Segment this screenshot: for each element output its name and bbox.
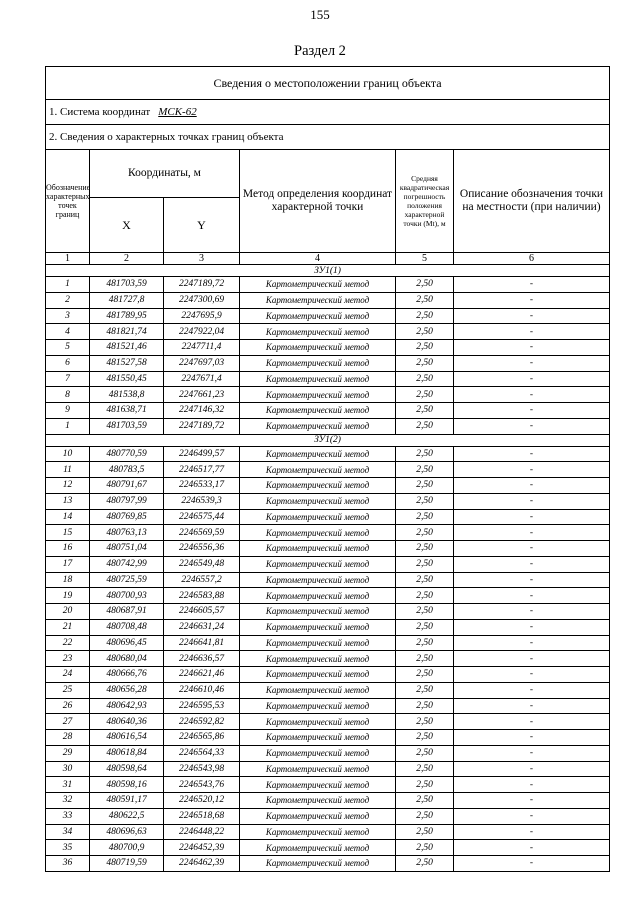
table-row: [46, 525, 610, 541]
error-value: 2,50: [396, 308, 454, 324]
coord-y: 2246569,59: [164, 525, 240, 541]
coord-x: 480797,99: [90, 493, 164, 509]
coord-x: 481703,59: [90, 277, 164, 293]
table-row: [46, 340, 610, 356]
error-value: 2,50: [396, 604, 454, 620]
coord-y: 2246539,3: [164, 493, 240, 509]
boundary-table: [45, 66, 610, 872]
coord-y: 2246517,77: [164, 462, 240, 478]
error-value: 2,50: [396, 371, 454, 387]
group-row: [46, 265, 610, 277]
coord-x: 480598,64: [90, 761, 164, 777]
header-error: Средняя квадратическая погрешность положения характерной точки (Mt), м: [396, 150, 454, 253]
coord-y: 2247189,72: [164, 277, 240, 293]
column-number: 6: [454, 253, 610, 265]
section-title: Раздел 2: [294, 43, 346, 59]
table-row: [46, 682, 610, 698]
table-row: [46, 604, 610, 620]
point-number: 5: [46, 340, 90, 356]
column-numbers-row: [46, 253, 610, 265]
error-value: 2,50: [396, 355, 454, 371]
coord-y: 2246595,53: [164, 698, 240, 714]
coord-system-row: [46, 100, 610, 125]
description: -: [454, 588, 610, 604]
header-description: Описание обозначения точки на местности (при наличии): [454, 150, 610, 253]
table-row: [46, 418, 610, 434]
description: -: [454, 777, 610, 793]
point-number: 19: [46, 588, 90, 604]
coord-y: 2246583,88: [164, 588, 240, 604]
method: Картометрический метод: [240, 856, 396, 872]
point-number: 25: [46, 682, 90, 698]
coord-y: 2246636,57: [164, 651, 240, 667]
method: Картометрический метод: [240, 387, 396, 403]
coord-x: 480616,54: [90, 730, 164, 746]
coord-system-value: МСК-62: [158, 106, 197, 118]
error-value: 2,50: [396, 541, 454, 557]
table-row: [46, 777, 610, 793]
point-number: 8: [46, 387, 90, 403]
point-number: 31: [46, 777, 90, 793]
group-name: ЗУ1(2): [46, 434, 610, 446]
point-number: 15: [46, 525, 90, 541]
error-value: 2,50: [396, 292, 454, 308]
coord-y: 2247661,23: [164, 387, 240, 403]
table-row: [46, 462, 610, 478]
error-value: 2,50: [396, 387, 454, 403]
coord-y: 2246605,57: [164, 604, 240, 620]
point-number: 35: [46, 840, 90, 856]
coord-y: 2246565,86: [164, 730, 240, 746]
point-number: 21: [46, 619, 90, 635]
method: Картометрический метод: [240, 604, 396, 620]
method: Картометрический метод: [240, 462, 396, 478]
method: Картометрический метод: [240, 808, 396, 824]
coord-x: 480687,91: [90, 604, 164, 620]
point-number: 33: [46, 808, 90, 824]
table-row: [46, 478, 610, 494]
point-number: 1: [46, 418, 90, 434]
coord-y: 2246556,36: [164, 541, 240, 557]
description: -: [454, 478, 610, 494]
description: -: [454, 292, 610, 308]
point-number: 3: [46, 308, 90, 324]
coord-y: 2246557,2: [164, 572, 240, 588]
point-number: 36: [46, 856, 90, 872]
coord-system-label: 1. Система координат: [49, 106, 151, 118]
coord-x: 481550,45: [90, 371, 164, 387]
method: Картометрический метод: [240, 525, 396, 541]
method: Картометрический метод: [240, 588, 396, 604]
table-row: [46, 714, 610, 730]
column-number: 2: [90, 253, 164, 265]
coord-x: 480680,04: [90, 651, 164, 667]
point-number: 23: [46, 651, 90, 667]
description: -: [454, 808, 610, 824]
header-method: Метод определения координат характерной точки: [240, 150, 396, 253]
description: -: [454, 308, 610, 324]
coord-y: 2246564,33: [164, 745, 240, 761]
column-number: 3: [164, 253, 240, 265]
coord-y: 2246543,76: [164, 777, 240, 793]
table-row: [46, 619, 610, 635]
table-row: [46, 292, 610, 308]
coord-x: 481527,58: [90, 355, 164, 371]
table-row: [46, 324, 610, 340]
point-number: 24: [46, 667, 90, 683]
error-value: 2,50: [396, 493, 454, 509]
coord-x: 480769,85: [90, 509, 164, 525]
table-row: [46, 651, 610, 667]
method: Картометрический метод: [240, 619, 396, 635]
table-row: [46, 308, 610, 324]
coord-y: 2246631,24: [164, 619, 240, 635]
header-y: Y: [164, 198, 240, 253]
coord-x: 480696,45: [90, 635, 164, 651]
point-number: 9: [46, 403, 90, 419]
coord-x: 480598,16: [90, 777, 164, 793]
table-row: [46, 824, 610, 840]
description: -: [454, 793, 610, 809]
error-value: 2,50: [396, 340, 454, 356]
error-value: 2,50: [396, 682, 454, 698]
table-row: [46, 355, 610, 371]
description: -: [454, 714, 610, 730]
coord-x: 480622,5: [90, 808, 164, 824]
method: Картометрический метод: [240, 292, 396, 308]
method: Картометрический метод: [240, 824, 396, 840]
column-number: 1: [46, 253, 90, 265]
point-number: 16: [46, 541, 90, 557]
error-value: 2,50: [396, 730, 454, 746]
coord-x: 480725,59: [90, 572, 164, 588]
coord-x: 480791,67: [90, 478, 164, 494]
method: Картометрический метод: [240, 541, 396, 557]
error-value: 2,50: [396, 462, 454, 478]
method: Картометрический метод: [240, 777, 396, 793]
points-title: 2. Сведения о характерных точках границ объекта: [46, 125, 610, 150]
coord-x: 481521,46: [90, 340, 164, 356]
coord-y: 2246575,44: [164, 509, 240, 525]
coord-x: 481727,8: [90, 292, 164, 308]
description: -: [454, 418, 610, 434]
description: -: [454, 371, 610, 387]
table-row: [46, 793, 610, 809]
coord-y: 2246592,82: [164, 714, 240, 730]
description: -: [454, 761, 610, 777]
method: Картометрический метод: [240, 761, 396, 777]
description: -: [454, 635, 610, 651]
table-row: [46, 667, 610, 683]
method: Картометрический метод: [240, 277, 396, 293]
error-value: 2,50: [396, 418, 454, 434]
point-number: 29: [46, 745, 90, 761]
header-x: X: [90, 198, 164, 253]
table-row: [46, 635, 610, 651]
method: Картометрический метод: [240, 355, 396, 371]
coord-x: 480642,93: [90, 698, 164, 714]
method: Картометрический метод: [240, 698, 396, 714]
point-number: 4: [46, 324, 90, 340]
coord-x: 480656,28: [90, 682, 164, 698]
point-number: 2: [46, 292, 90, 308]
coord-y: 2246543,98: [164, 761, 240, 777]
coord-x: 480591,17: [90, 793, 164, 809]
method: Картометрический метод: [240, 308, 396, 324]
coord-y: 2246621,46: [164, 667, 240, 683]
error-value: 2,50: [396, 277, 454, 293]
point-number: 14: [46, 509, 90, 525]
description: -: [454, 840, 610, 856]
point-number: 7: [46, 371, 90, 387]
description: -: [454, 446, 610, 462]
coord-x: 480700,9: [90, 840, 164, 856]
description: -: [454, 387, 610, 403]
point-number: 11: [46, 462, 90, 478]
error-value: 2,50: [396, 651, 454, 667]
coord-y: 2247146,32: [164, 403, 240, 419]
description: -: [454, 667, 610, 683]
error-value: 2,50: [396, 761, 454, 777]
coord-y: 2246448,22: [164, 824, 240, 840]
error-value: 2,50: [396, 525, 454, 541]
coord-y: 2246610,46: [164, 682, 240, 698]
description: -: [454, 340, 610, 356]
method: Картометрический метод: [240, 446, 396, 462]
table-row: [46, 387, 610, 403]
coord-y: 2247671,4: [164, 371, 240, 387]
description: -: [454, 651, 610, 667]
description: -: [454, 509, 610, 525]
error-value: 2,50: [396, 619, 454, 635]
method: Картометрический метод: [240, 667, 396, 683]
error-value: 2,50: [396, 856, 454, 872]
error-value: 2,50: [396, 509, 454, 525]
table-row: [46, 572, 610, 588]
method: Картометрический метод: [240, 324, 396, 340]
coord-x: 480783,5: [90, 462, 164, 478]
method: Картометрический метод: [240, 340, 396, 356]
method: Картометрический метод: [240, 793, 396, 809]
method: Картометрический метод: [240, 493, 396, 509]
description: -: [454, 324, 610, 340]
description: -: [454, 525, 610, 541]
method: Картометрический метод: [240, 572, 396, 588]
point-number: 13: [46, 493, 90, 509]
coord-y: 2246499,57: [164, 446, 240, 462]
error-value: 2,50: [396, 446, 454, 462]
coord-x: 481789,95: [90, 308, 164, 324]
method: Картометрический метод: [240, 556, 396, 572]
method: Картометрический метод: [240, 840, 396, 856]
description: -: [454, 355, 610, 371]
coord-x: 481538,8: [90, 387, 164, 403]
coord-y: 2247189,72: [164, 418, 240, 434]
coord-y: 2246452,39: [164, 840, 240, 856]
page-number: 155: [310, 7, 330, 22]
description: -: [454, 403, 610, 419]
group-row: [46, 434, 610, 446]
table-title: Сведения о местоположении границ объекта: [46, 67, 610, 100]
table-row: [46, 509, 610, 525]
description: -: [454, 730, 610, 746]
coord-y: 2247300,69: [164, 292, 240, 308]
point-number: 6: [46, 355, 90, 371]
coord-x: 480719,59: [90, 856, 164, 872]
coord-x: 481821,74: [90, 324, 164, 340]
table-row: [46, 840, 610, 856]
error-value: 2,50: [396, 777, 454, 793]
description: -: [454, 493, 610, 509]
group-name: ЗУ1(1): [46, 265, 610, 277]
method: Картометрический метод: [240, 682, 396, 698]
coord-x: 480700,93: [90, 588, 164, 604]
point-number: 32: [46, 793, 90, 809]
point-number: 30: [46, 761, 90, 777]
table-row: [46, 371, 610, 387]
coord-y: 2246549,48: [164, 556, 240, 572]
coord-x: 480666,76: [90, 667, 164, 683]
point-number: 10: [46, 446, 90, 462]
coord-x: 480770,59: [90, 446, 164, 462]
error-value: 2,50: [396, 403, 454, 419]
coord-y: 2247695,9: [164, 308, 240, 324]
coord-y: 2246518,68: [164, 808, 240, 824]
error-value: 2,50: [396, 808, 454, 824]
point-number: 1: [46, 277, 90, 293]
coord-x: 480696,63: [90, 824, 164, 840]
description: -: [454, 277, 610, 293]
coord-x: 480640,36: [90, 714, 164, 730]
table-row: [46, 761, 610, 777]
error-value: 2,50: [396, 793, 454, 809]
error-value: 2,50: [396, 556, 454, 572]
description: -: [454, 604, 610, 620]
point-number: 12: [46, 478, 90, 494]
description: -: [454, 619, 610, 635]
column-number: 4: [240, 253, 396, 265]
description: -: [454, 745, 610, 761]
description: -: [454, 856, 610, 872]
error-value: 2,50: [396, 324, 454, 340]
error-value: 2,50: [396, 745, 454, 761]
point-number: 28: [46, 730, 90, 746]
table-row: [46, 541, 610, 557]
error-value: 2,50: [396, 478, 454, 494]
method: Картометрический метод: [240, 651, 396, 667]
point-number: 17: [46, 556, 90, 572]
coord-y: 2247697,03: [164, 355, 240, 371]
method: Картометрический метод: [240, 730, 396, 746]
method: Картометрический метод: [240, 403, 396, 419]
description: -: [454, 462, 610, 478]
table-row: [46, 588, 610, 604]
coord-x: 480751,04: [90, 541, 164, 557]
coord-y: 2247711,4: [164, 340, 240, 356]
table-row: [46, 808, 610, 824]
point-number: 18: [46, 572, 90, 588]
error-value: 2,50: [396, 572, 454, 588]
error-value: 2,50: [396, 635, 454, 651]
point-number: 20: [46, 604, 90, 620]
table-row: [46, 446, 610, 462]
coord-x: 480618,84: [90, 745, 164, 761]
table-row: [46, 556, 610, 572]
error-value: 2,50: [396, 667, 454, 683]
coord-y: 2246462,39: [164, 856, 240, 872]
error-value: 2,50: [396, 714, 454, 730]
point-number: 26: [46, 698, 90, 714]
table-row: [46, 403, 610, 419]
coord-y: 2246533,17: [164, 478, 240, 494]
coord-x: 480708,48: [90, 619, 164, 635]
coord-x: 481638,71: [90, 403, 164, 419]
method: Картометрический метод: [240, 371, 396, 387]
method: Картометрический метод: [240, 478, 396, 494]
point-number: 22: [46, 635, 90, 651]
table-row: [46, 730, 610, 746]
error-value: 2,50: [396, 588, 454, 604]
description: -: [454, 824, 610, 840]
method: Картометрический метод: [240, 714, 396, 730]
header-point-designation: Обозначение характерных точек границ: [46, 150, 90, 253]
coord-x: 481703,59: [90, 418, 164, 434]
error-value: 2,50: [396, 840, 454, 856]
coord-y: 2246520,12: [164, 793, 240, 809]
method: Картометрический метод: [240, 635, 396, 651]
description: -: [454, 556, 610, 572]
coord-y: 2247922,04: [164, 324, 240, 340]
description: -: [454, 682, 610, 698]
description: -: [454, 541, 610, 557]
table-row: [46, 698, 610, 714]
table-row: [46, 856, 610, 872]
method: Картометрический метод: [240, 509, 396, 525]
coord-x: 480763,13: [90, 525, 164, 541]
table-row: [46, 277, 610, 293]
header-coordinates: Координаты, м: [90, 150, 240, 198]
error-value: 2,50: [396, 824, 454, 840]
coord-y: 2246641,81: [164, 635, 240, 651]
table-row: [46, 745, 610, 761]
description: -: [454, 572, 610, 588]
table-row: [46, 493, 610, 509]
coord-x: 480742,99: [90, 556, 164, 572]
error-value: 2,50: [396, 698, 454, 714]
method: Картометрический метод: [240, 745, 396, 761]
method: Картометрический метод: [240, 418, 396, 434]
point-number: 27: [46, 714, 90, 730]
description: -: [454, 698, 610, 714]
point-number: 34: [46, 824, 90, 840]
column-number: 5: [396, 253, 454, 265]
